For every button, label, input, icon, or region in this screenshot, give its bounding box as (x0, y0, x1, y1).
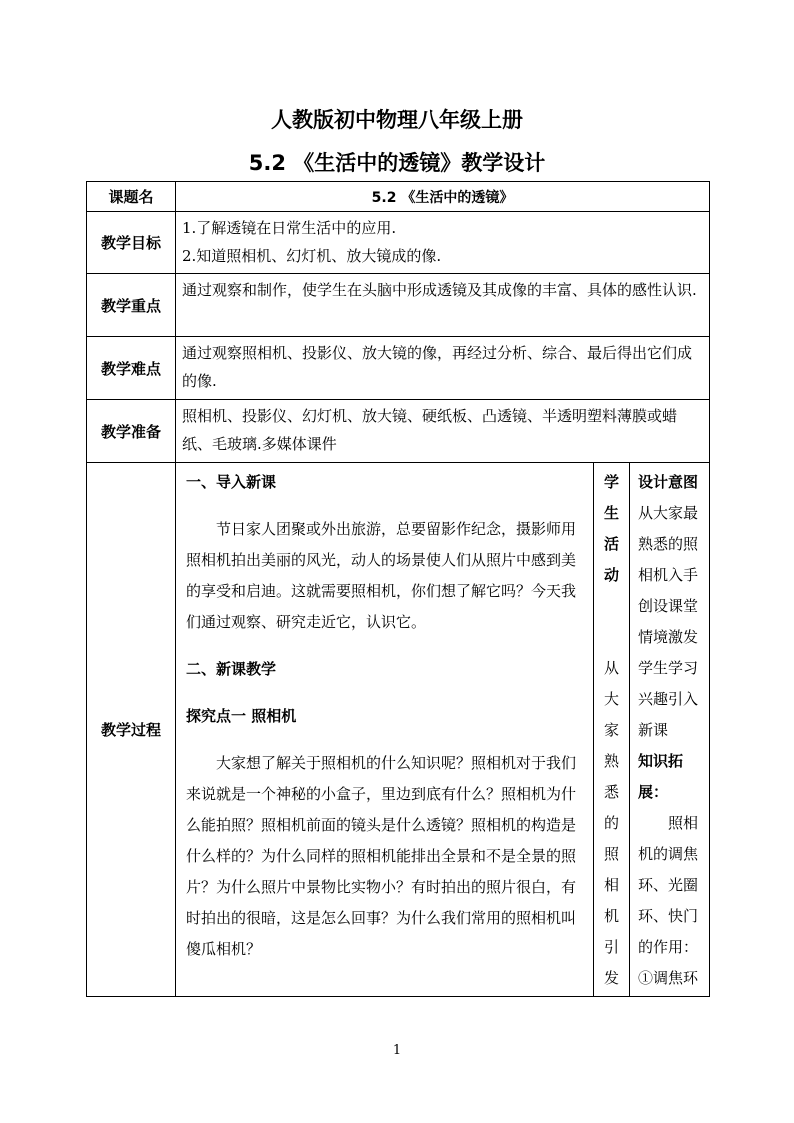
row-label: 课题名 (87, 182, 176, 212)
row-label: 教学目标 (87, 212, 176, 274)
student-text-char: 家 (603, 721, 619, 739)
student-text-char: 引 (603, 938, 619, 956)
lesson-plan-table (86, 181, 710, 997)
row-content: 通过观察照相机、投影仪、放大镜的像，再经过分析、综合、最后得出它们成的像. (176, 337, 710, 400)
knowledge-header: 知识拓展： (638, 752, 684, 801)
table-row (87, 182, 710, 212)
section-paragraph: 节日家人团聚或外出旅游，总要留影作纪念，摄影师用照相机拍出美丽的风光，动人的场景使人们从照片中感到美的享受和启迪。这就需要照相机，你们想了解它吗？今天我们通过观察、研究走近它，认识它。 (186, 520, 577, 631)
student-header-char: 动 (603, 566, 619, 584)
student-activity-column (594, 463, 630, 997)
goal-line: 2.知道照相机、幻灯机、放大镜成的像. (182, 247, 442, 265)
page-number: 1 (392, 1043, 402, 1058)
table-row (87, 274, 710, 337)
student-header-char: 活 (603, 535, 619, 553)
student-text-char: 大 (603, 690, 619, 708)
process-content (176, 463, 594, 997)
student-text-char: 从 (603, 659, 619, 677)
knowledge-text: 照相机的调焦环、光圈环、快门的作用：①调焦环 (638, 814, 699, 987)
design-text: 从大家最熟悉的照相机入手创设课堂情境激发学生学习兴趣引入新课 (638, 504, 699, 739)
table-row (87, 463, 710, 997)
row-label: 教学难点 (87, 337, 176, 400)
row-label: 教学过程 (87, 463, 176, 997)
student-header-char: 生 (603, 504, 619, 522)
lesson-name: 5.2 《生活中的透镜》 (176, 182, 710, 212)
row-label: 教学重点 (87, 274, 176, 337)
student-text-char: 悉 (603, 783, 619, 801)
row-content (176, 212, 710, 274)
row-content: 通过观察和制作，使学生在头脑中形成透镜及其成像的丰富、具体的感性认识. (176, 274, 710, 337)
goal-line: 1.了解透镜在日常生活中的应用. (182, 219, 397, 237)
student-header-char: 学 (603, 473, 619, 491)
section-heading: 二、新课教学 (186, 660, 277, 678)
table-row (87, 212, 710, 274)
section-heading: 一、导入新课 (186, 473, 277, 491)
subsection-heading: 探究点一 照相机 (186, 707, 297, 725)
student-text-char: 的 (603, 814, 619, 832)
student-text-char: 照 (603, 845, 619, 863)
design-header: 设计意图 (638, 473, 699, 491)
student-text-char: 发 (603, 969, 619, 987)
table-row (87, 337, 710, 400)
row-label: 教学准备 (87, 400, 176, 463)
row-content: 照相机、投影仪、幻灯机、放大镜、硬纸板、凸透镜、半透明塑料薄膜或蜡纸、毛玻璃.多媒体课件 (176, 400, 710, 463)
table-row (87, 400, 710, 463)
design-intent-column (630, 463, 710, 997)
student-text-char: 相 (603, 876, 619, 894)
section-paragraph: 大家想了解关于照相机的什么知识呢？照相机对于我们来说就是一个神秘的小盒子，里边到底有什么？照相机为什么能拍照？照相机前面的镜头是什么透镜？照相机的构造是什么样的？为什么同样的照相机能排出全景和不是全景的照片？为什么照片中景物比实物小？有时拍出的照片很白，有时拍出的很暗，这是怎么回事？为什么我们常用的照相机叫傻瓜相机？ (186, 754, 577, 958)
student-text-char: 熟 (603, 752, 619, 770)
document-title: 人教版初中物理八年级上册 (271, 108, 523, 132)
document-subtitle: 5.2 《生活中的透镜》教学设计 (248, 151, 546, 175)
student-text-char: 机 (603, 907, 619, 925)
